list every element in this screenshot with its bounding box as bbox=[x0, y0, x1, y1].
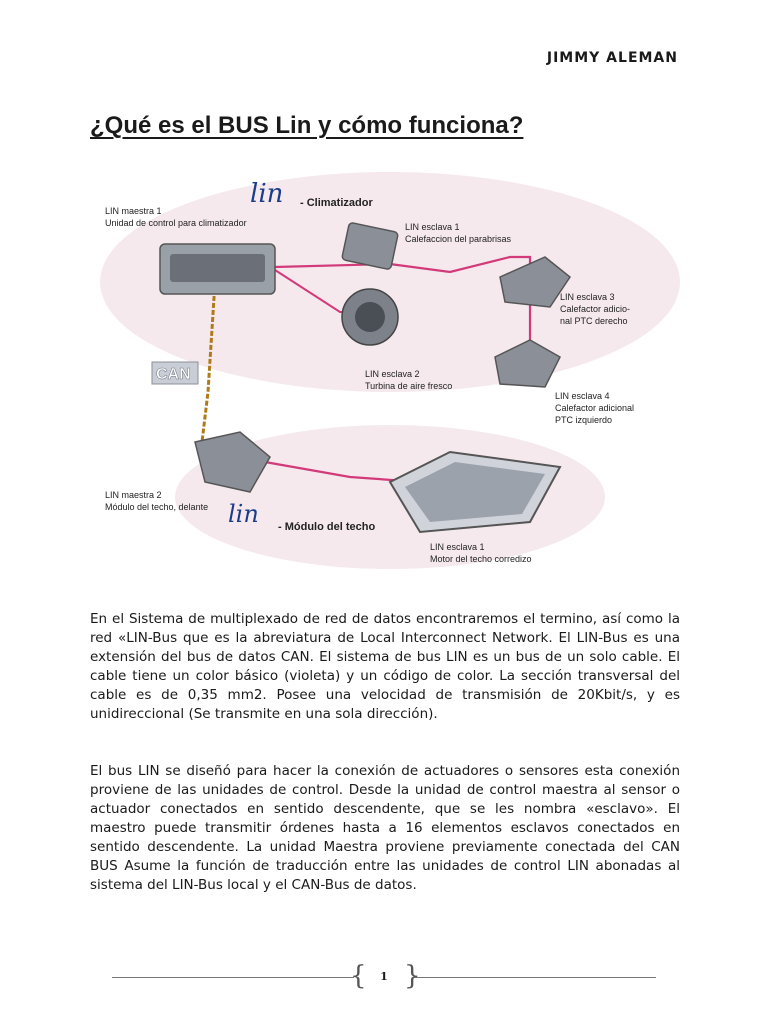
slave4-label-1: LIN esclava 4 bbox=[555, 391, 610, 401]
slave3-label-3: nal PTC derecho bbox=[560, 316, 628, 326]
footer-bracket-left: { bbox=[350, 961, 367, 991]
paragraph-2: El bus LIN se diseñó para hacer la conexión de actuadores o sensores esta conexión proviene de las unidades de control. Desde la unidad de control maestra al sensor o actuador conectados en sentido descendente, que se les nombra «esclavo». El maestro puede transmitir órdenes hasta a 16 elementos esclavos conectados en sentido descendente. La unidad Maestra proviene previamente conectada del CAN BUS Asume la función de traducción entre las unidades de control LIN abonadas al sistema del LIN-Bus local y el CAN-Bus de datos. bbox=[90, 763, 680, 893]
slave3-label-2: Calefactor adicio- bbox=[560, 304, 631, 314]
roof-slave1-label-2: Motor del techo corredizo bbox=[430, 554, 532, 564]
slave1-label-2: Calefaccion del parabrisas bbox=[405, 234, 512, 244]
master2-label-1: LIN maestra 2 bbox=[105, 490, 162, 500]
lin-logo-top: lin bbox=[250, 179, 284, 209]
footer-rule-left bbox=[112, 977, 354, 978]
slave4-label-2: Calefactor adicional bbox=[555, 403, 635, 413]
footer-rule-right bbox=[414, 977, 656, 978]
master1-label-2: Unidad de control para climatizador bbox=[105, 218, 247, 228]
master1-label-1: LIN maestra 1 bbox=[105, 206, 162, 216]
slave4-label-3: PTC izquierdo bbox=[555, 415, 613, 425]
page-number: 1 bbox=[380, 970, 388, 983]
master2-label-2: Módulo del techo, delante bbox=[105, 502, 209, 512]
slave1-label-1: LIN esclava 1 bbox=[405, 222, 460, 232]
slave3-label-1: LIN esclava 3 bbox=[560, 292, 615, 302]
page-title: ¿Qué es el BUS Lin y cómo funciona? bbox=[90, 112, 524, 139]
lin-logo-bottom: lin bbox=[228, 500, 259, 528]
author-header: JIMMY ALEMAN bbox=[546, 50, 678, 66]
paragraph-1: En el Sistema de multiplexado de red de datos encontraremos el termino, así como la red «LIN-Bus que es la abreviatura de Local Interconnect Network. El LIN-Bus es una extensión del bus de datos CAN. El sistema de bus LIN es un bus de un solo cable. El cable tiene un color básico (violeta) y un código de color. La sección transversal del cable es de 0,35 mm2. Posee una velocidad de transmisión de 20Kbit/s, y es unidireccional (Se transmite en una sola dirección). bbox=[90, 611, 680, 722]
footer-bracket-right: } bbox=[404, 961, 421, 991]
top-group-caption: - Climatizador bbox=[300, 197, 373, 209]
lin-bus-diagram bbox=[90, 162, 680, 582]
bottom-group-caption: - Módulo del techo bbox=[278, 521, 376, 533]
can-label: CAN bbox=[156, 366, 191, 383]
slave2-label-2: Turbina de aire fresco bbox=[365, 381, 453, 391]
roof-slave1-label-1: LIN esclava 1 bbox=[430, 542, 485, 552]
slave2-label-1: LIN esclava 2 bbox=[365, 369, 420, 379]
